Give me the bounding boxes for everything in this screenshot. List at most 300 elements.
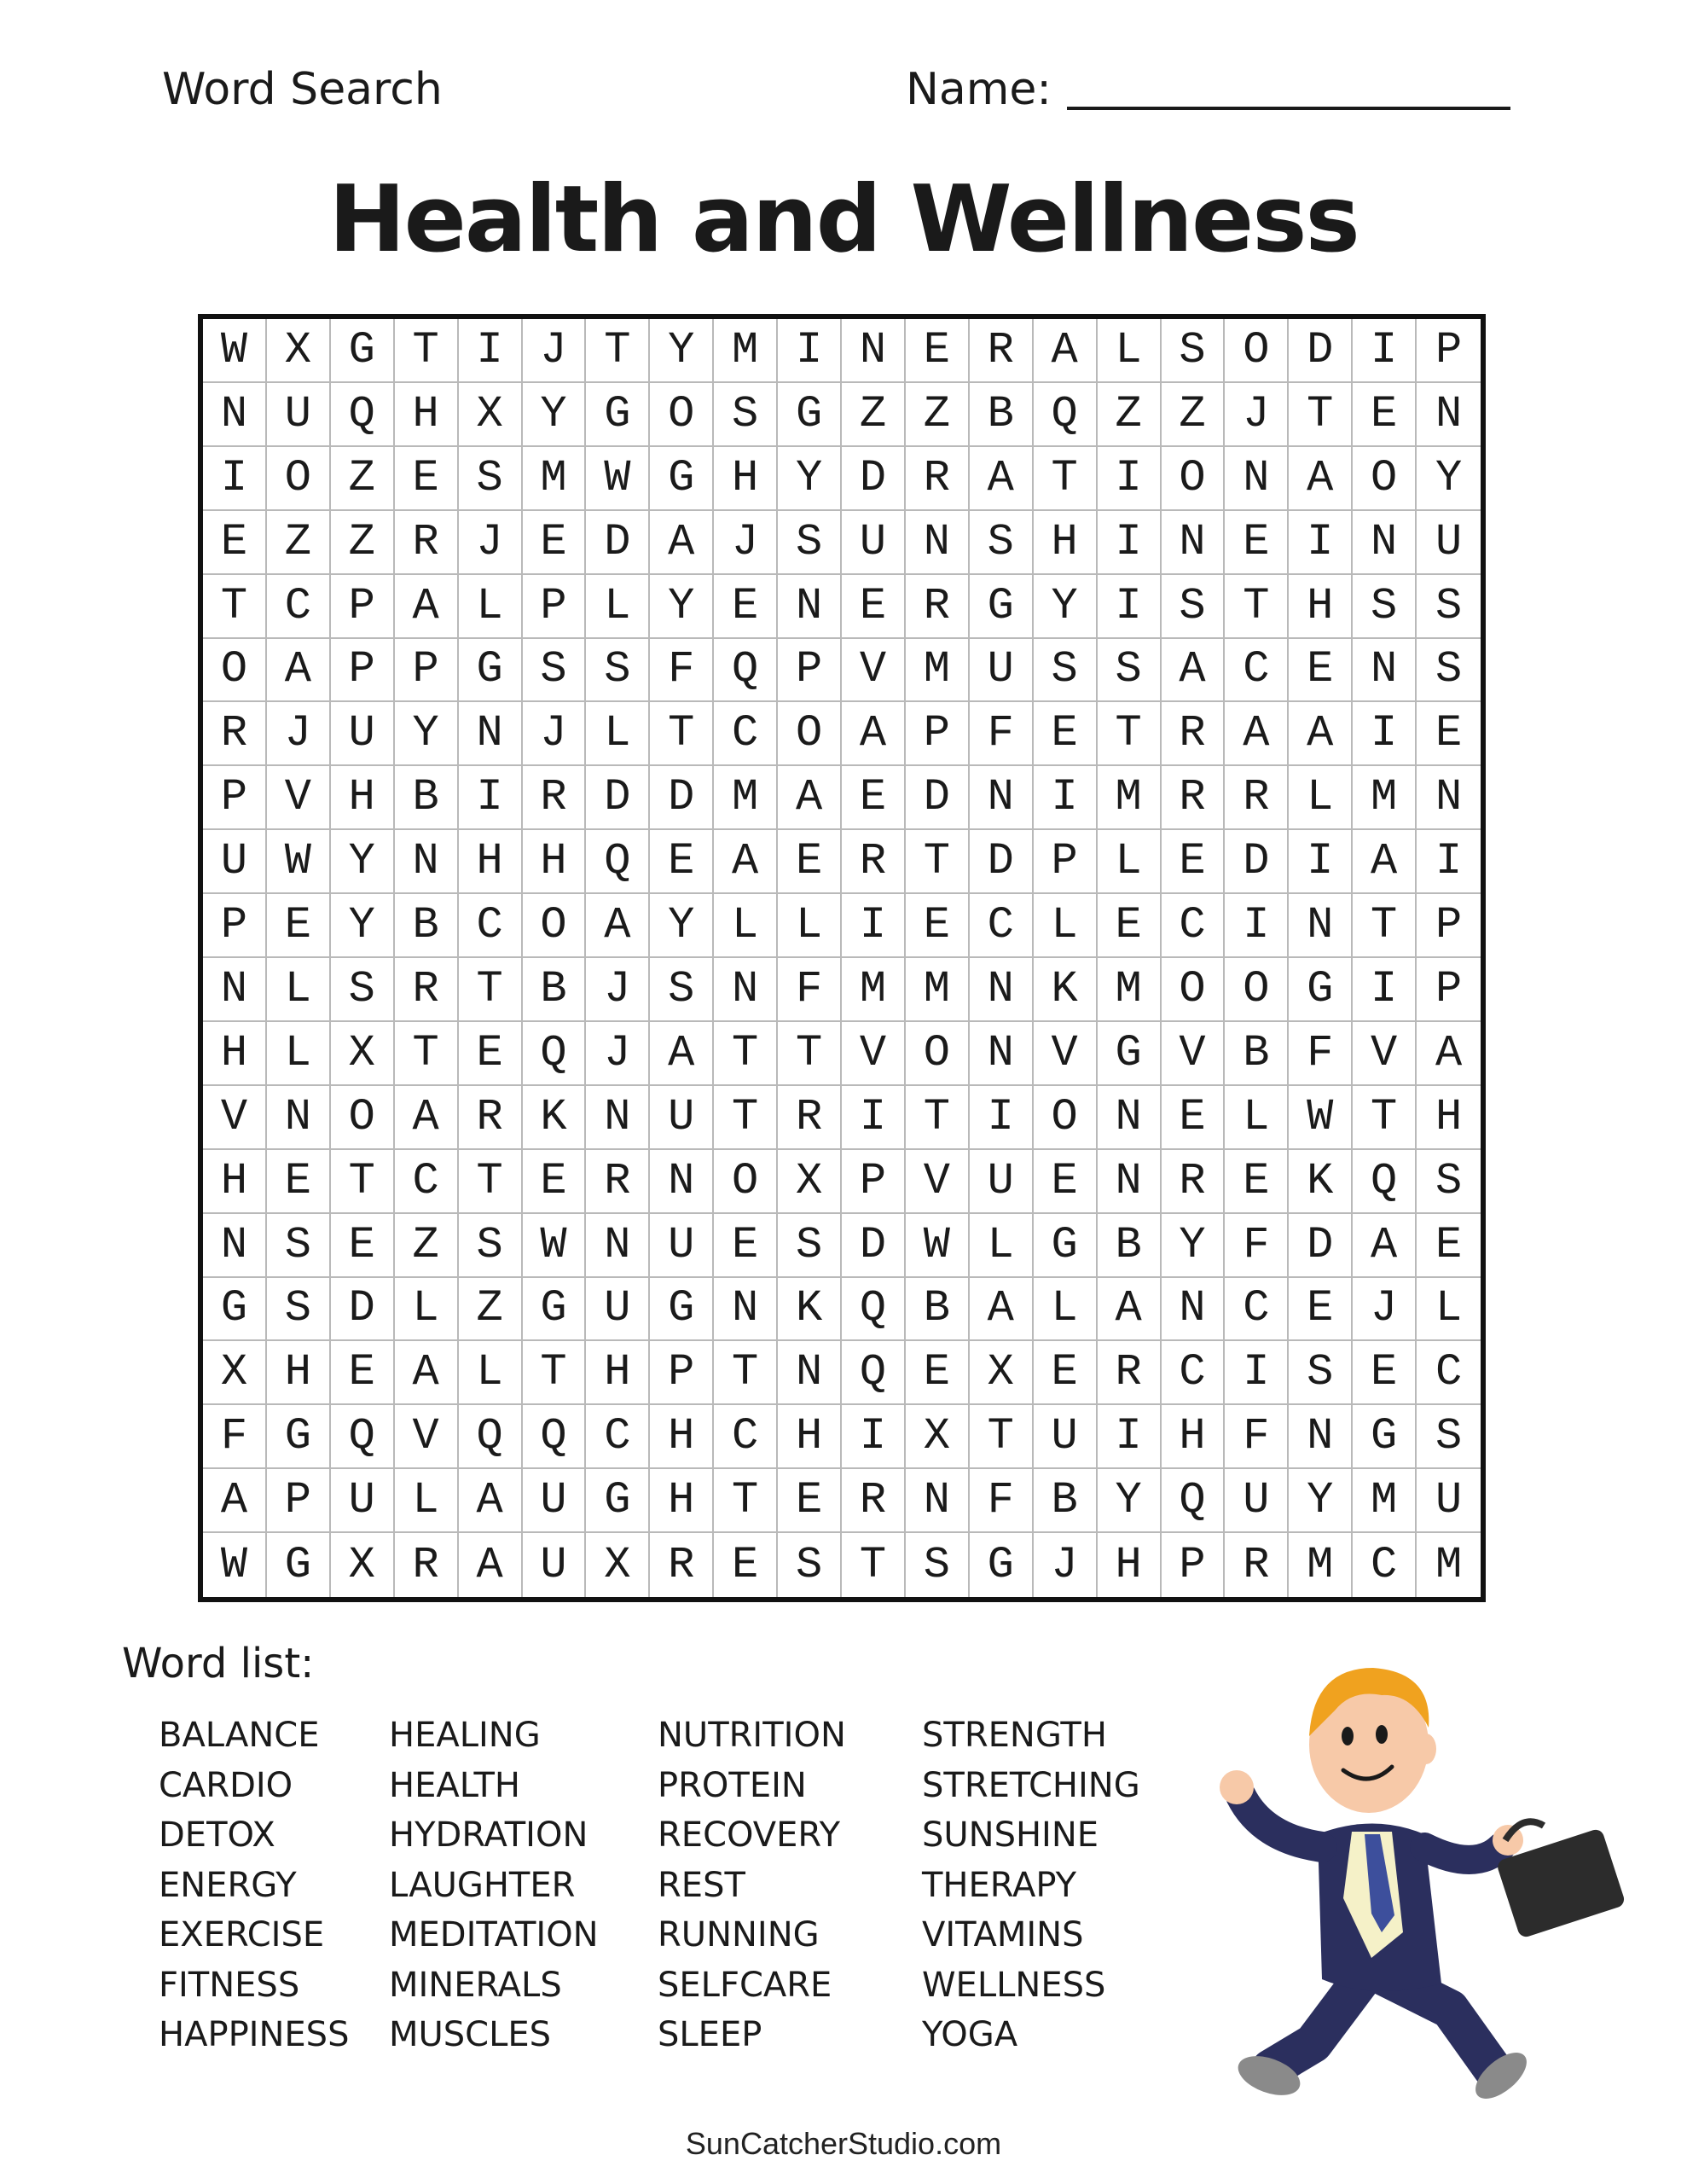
grid-cell[interactable]: W bbox=[1289, 1086, 1353, 1150]
grid-cell[interactable]: I bbox=[970, 1086, 1034, 1150]
grid-cell[interactable]: G bbox=[650, 447, 714, 511]
grid-cell[interactable]: T bbox=[395, 1022, 459, 1086]
grid-cell[interactable]: T bbox=[1353, 894, 1417, 958]
grid-cell[interactable]: E bbox=[267, 894, 331, 958]
grid-cell[interactable]: S bbox=[650, 958, 714, 1022]
grid-cell[interactable]: T bbox=[203, 575, 267, 639]
grid-cell[interactable]: Z bbox=[395, 1214, 459, 1278]
grid-cell[interactable]: N bbox=[203, 958, 267, 1022]
grid-cell[interactable]: E bbox=[1289, 1278, 1353, 1342]
grid-cell[interactable]: P bbox=[1417, 319, 1481, 383]
grid-cell[interactable]: P bbox=[203, 766, 267, 830]
grid-cell[interactable]: Y bbox=[331, 894, 395, 958]
grid-cell[interactable]: C bbox=[714, 1405, 778, 1469]
grid-cell[interactable]: I bbox=[203, 447, 267, 511]
grid-cell[interactable]: G bbox=[970, 1533, 1034, 1597]
grid-cell[interactable]: E bbox=[1417, 702, 1481, 766]
grid-cell[interactable]: H bbox=[586, 1341, 650, 1405]
grid-cell[interactable]: G bbox=[267, 1405, 331, 1469]
grid-cell[interactable]: Y bbox=[1034, 575, 1098, 639]
grid-cell[interactable]: W bbox=[906, 1214, 970, 1278]
grid-cell[interactable]: R bbox=[1225, 1533, 1289, 1597]
grid-cell[interactable]: T bbox=[714, 1341, 778, 1405]
grid-cell[interactable]: U bbox=[650, 1214, 714, 1278]
grid-cell[interactable]: H bbox=[650, 1469, 714, 1533]
grid-cell[interactable]: E bbox=[331, 1341, 395, 1405]
grid-cell[interactable]: A bbox=[650, 1022, 714, 1086]
grid-cell[interactable]: A bbox=[459, 1469, 523, 1533]
grid-cell[interactable]: Q bbox=[459, 1405, 523, 1469]
grid-cell[interactable]: Y bbox=[1162, 1214, 1226, 1278]
grid-cell[interactable]: L bbox=[395, 1278, 459, 1342]
grid-cell[interactable]: Q bbox=[523, 1022, 587, 1086]
grid-cell[interactable]: G bbox=[1098, 1022, 1162, 1086]
grid-cell[interactable]: B bbox=[395, 894, 459, 958]
grid-cell[interactable]: D bbox=[842, 447, 906, 511]
grid-cell[interactable]: L bbox=[1034, 1278, 1098, 1342]
grid-cell[interactable]: E bbox=[1353, 1341, 1417, 1405]
grid-cell[interactable]: M bbox=[1353, 766, 1417, 830]
grid-cell[interactable]: C bbox=[586, 1405, 650, 1469]
grid-cell[interactable]: E bbox=[1162, 830, 1226, 894]
grid-cell[interactable]: J bbox=[267, 702, 331, 766]
grid-cell[interactable]: S bbox=[1417, 1405, 1481, 1469]
grid-cell[interactable]: R bbox=[203, 702, 267, 766]
grid-cell[interactable]: L bbox=[586, 702, 650, 766]
grid-cell[interactable]: A bbox=[267, 639, 331, 703]
grid-cell[interactable]: Z bbox=[842, 383, 906, 447]
grid-cell[interactable]: U bbox=[203, 830, 267, 894]
grid-cell[interactable]: E bbox=[1417, 1214, 1481, 1278]
grid-cell[interactable]: O bbox=[778, 702, 842, 766]
grid-cell[interactable]: U bbox=[650, 1086, 714, 1150]
grid-cell[interactable]: T bbox=[714, 1086, 778, 1150]
grid-cell[interactable]: Q bbox=[842, 1278, 906, 1342]
grid-cell[interactable]: I bbox=[1417, 830, 1481, 894]
grid-cell[interactable]: N bbox=[203, 1214, 267, 1278]
grid-cell[interactable]: R bbox=[1098, 1341, 1162, 1405]
grid-cell[interactable]: Y bbox=[650, 319, 714, 383]
grid-cell[interactable]: S bbox=[714, 383, 778, 447]
grid-cell[interactable]: A bbox=[842, 702, 906, 766]
grid-cell[interactable]: H bbox=[331, 766, 395, 830]
grid-cell[interactable]: S bbox=[778, 1214, 842, 1278]
grid-cell[interactable]: M bbox=[1098, 958, 1162, 1022]
grid-cell[interactable]: G bbox=[970, 575, 1034, 639]
grid-cell[interactable]: N bbox=[586, 1086, 650, 1150]
grid-cell[interactable]: I bbox=[1289, 830, 1353, 894]
grid-cell[interactable]: K bbox=[1289, 1150, 1353, 1214]
grid-cell[interactable]: T bbox=[1225, 575, 1289, 639]
grid-cell[interactable]: P bbox=[778, 639, 842, 703]
grid-cell[interactable]: C bbox=[1225, 639, 1289, 703]
grid-cell[interactable]: L bbox=[459, 575, 523, 639]
grid-cell[interactable]: V bbox=[1162, 1022, 1226, 1086]
grid-cell[interactable]: P bbox=[906, 702, 970, 766]
grid-cell[interactable]: X bbox=[267, 319, 331, 383]
grid-cell[interactable]: Z bbox=[331, 447, 395, 511]
grid-cell[interactable]: U bbox=[267, 383, 331, 447]
grid-cell[interactable]: E bbox=[906, 894, 970, 958]
grid-cell[interactable]: Q bbox=[331, 383, 395, 447]
grid-cell[interactable]: Y bbox=[778, 447, 842, 511]
grid-cell[interactable]: J bbox=[1225, 383, 1289, 447]
grid-cell[interactable]: G bbox=[267, 1533, 331, 1597]
grid-cell[interactable]: S bbox=[267, 1278, 331, 1342]
grid-cell[interactable]: D bbox=[650, 766, 714, 830]
grid-cell[interactable]: H bbox=[1034, 511, 1098, 575]
grid-cell[interactable]: E bbox=[523, 511, 587, 575]
grid-cell[interactable]: E bbox=[650, 830, 714, 894]
grid-cell[interactable]: E bbox=[1353, 383, 1417, 447]
grid-cell[interactable]: L bbox=[1034, 894, 1098, 958]
grid-cell[interactable]: A bbox=[1353, 830, 1417, 894]
grid-cell[interactable]: T bbox=[970, 1405, 1034, 1469]
grid-cell[interactable]: F bbox=[1289, 1022, 1353, 1086]
grid-cell[interactable]: E bbox=[267, 1150, 331, 1214]
grid-cell[interactable]: N bbox=[714, 958, 778, 1022]
grid-cell[interactable]: F bbox=[970, 1469, 1034, 1533]
grid-cell[interactable]: T bbox=[586, 319, 650, 383]
grid-cell[interactable]: J bbox=[523, 702, 587, 766]
grid-cell[interactable]: I bbox=[459, 766, 523, 830]
grid-cell[interactable]: N bbox=[842, 319, 906, 383]
grid-cell[interactable]: G bbox=[1034, 1214, 1098, 1278]
grid-cell[interactable]: Z bbox=[1162, 383, 1226, 447]
grid-cell[interactable]: S bbox=[1034, 639, 1098, 703]
grid-cell[interactable]: O bbox=[267, 447, 331, 511]
grid-cell[interactable]: T bbox=[714, 1022, 778, 1086]
grid-cell[interactable]: T bbox=[459, 1150, 523, 1214]
grid-cell[interactable]: G bbox=[331, 319, 395, 383]
grid-cell[interactable]: T bbox=[1034, 447, 1098, 511]
grid-cell[interactable]: D bbox=[1225, 830, 1289, 894]
grid-cell[interactable]: T bbox=[459, 958, 523, 1022]
grid-cell[interactable]: S bbox=[778, 511, 842, 575]
grid-cell[interactable]: H bbox=[523, 830, 587, 894]
grid-cell[interactable]: W bbox=[523, 1214, 587, 1278]
grid-cell[interactable]: L bbox=[1417, 1278, 1481, 1342]
grid-cell[interactable]: Q bbox=[1162, 1469, 1226, 1533]
grid-cell[interactable]: G bbox=[586, 383, 650, 447]
grid-cell[interactable]: H bbox=[1417, 1086, 1481, 1150]
grid-cell[interactable]: F bbox=[203, 1405, 267, 1469]
grid-cell[interactable]: L bbox=[970, 1214, 1034, 1278]
grid-cell[interactable]: H bbox=[650, 1405, 714, 1469]
grid-cell[interactable]: L bbox=[1289, 766, 1353, 830]
grid-cell[interactable]: P bbox=[842, 1150, 906, 1214]
grid-cell[interactable]: N bbox=[395, 830, 459, 894]
grid-cell[interactable]: O bbox=[523, 894, 587, 958]
grid-cell[interactable]: V bbox=[1034, 1022, 1098, 1086]
grid-cell[interactable]: A bbox=[970, 447, 1034, 511]
grid-cell[interactable]: H bbox=[1289, 575, 1353, 639]
grid-cell[interactable]: W bbox=[586, 447, 650, 511]
grid-cell[interactable]: A bbox=[1034, 319, 1098, 383]
grid-cell[interactable]: I bbox=[778, 319, 842, 383]
grid-cell[interactable]: E bbox=[1034, 702, 1098, 766]
grid-cell[interactable]: V bbox=[906, 1150, 970, 1214]
grid-cell[interactable]: C bbox=[1417, 1341, 1481, 1405]
grid-cell[interactable]: R bbox=[586, 1150, 650, 1214]
grid-cell[interactable]: R bbox=[395, 511, 459, 575]
grid-cell[interactable]: T bbox=[523, 1341, 587, 1405]
grid-cell[interactable]: O bbox=[1353, 447, 1417, 511]
grid-cell[interactable]: P bbox=[331, 639, 395, 703]
grid-cell[interactable]: M bbox=[906, 639, 970, 703]
grid-cell[interactable]: M bbox=[1098, 766, 1162, 830]
grid-cell[interactable]: T bbox=[778, 1022, 842, 1086]
grid-cell[interactable]: B bbox=[395, 766, 459, 830]
word-search-grid[interactable] bbox=[198, 314, 1486, 1602]
grid-cell[interactable]: S bbox=[459, 447, 523, 511]
grid-cell[interactable]: E bbox=[1034, 1341, 1098, 1405]
grid-cell[interactable]: A bbox=[395, 1341, 459, 1405]
grid-cell[interactable]: E bbox=[459, 1022, 523, 1086]
grid-cell[interactable]: A bbox=[650, 511, 714, 575]
grid-cell[interactable]: H bbox=[203, 1022, 267, 1086]
grid-cell[interactable]: X bbox=[459, 383, 523, 447]
grid-cell[interactable]: C bbox=[1353, 1533, 1417, 1597]
grid-cell[interactable]: S bbox=[1289, 1341, 1353, 1405]
grid-cell[interactable]: E bbox=[778, 1469, 842, 1533]
grid-cell[interactable]: E bbox=[1162, 1086, 1226, 1150]
grid-cell[interactable]: C bbox=[1162, 1341, 1226, 1405]
grid-cell[interactable]: X bbox=[331, 1533, 395, 1597]
grid-cell[interactable]: N bbox=[1098, 1086, 1162, 1150]
grid-cell[interactable]: E bbox=[1098, 894, 1162, 958]
grid-cell[interactable]: N bbox=[970, 1022, 1034, 1086]
grid-cell[interactable]: J bbox=[459, 511, 523, 575]
grid-cell[interactable]: U bbox=[1417, 511, 1481, 575]
grid-cell[interactable]: W bbox=[203, 319, 267, 383]
grid-cell[interactable]: E bbox=[842, 575, 906, 639]
grid-cell[interactable]: I bbox=[1289, 511, 1353, 575]
grid-cell[interactable]: S bbox=[906, 1533, 970, 1597]
grid-cell[interactable]: S bbox=[586, 639, 650, 703]
grid-cell[interactable]: C bbox=[970, 894, 1034, 958]
grid-cell[interactable]: I bbox=[1034, 766, 1098, 830]
grid-cell[interactable]: N bbox=[714, 1278, 778, 1342]
grid-cell[interactable]: Q bbox=[1353, 1150, 1417, 1214]
grid-cell[interactable]: H bbox=[1162, 1405, 1226, 1469]
grid-cell[interactable]: L bbox=[714, 894, 778, 958]
grid-cell[interactable]: R bbox=[1225, 766, 1289, 830]
grid-cell[interactable]: S bbox=[267, 1214, 331, 1278]
grid-cell[interactable]: R bbox=[395, 958, 459, 1022]
grid-cell[interactable]: K bbox=[1034, 958, 1098, 1022]
grid-cell[interactable]: Y bbox=[395, 702, 459, 766]
grid-cell[interactable]: C bbox=[267, 575, 331, 639]
grid-cell[interactable]: H bbox=[1098, 1533, 1162, 1597]
grid-cell[interactable]: I bbox=[1353, 319, 1417, 383]
grid-cell[interactable]: B bbox=[1225, 1022, 1289, 1086]
grid-cell[interactable]: M bbox=[842, 958, 906, 1022]
grid-cell[interactable]: U bbox=[331, 1469, 395, 1533]
grid-cell[interactable]: K bbox=[778, 1278, 842, 1342]
grid-cell[interactable]: H bbox=[267, 1341, 331, 1405]
grid-cell[interactable]: J bbox=[714, 511, 778, 575]
grid-cell[interactable]: H bbox=[714, 447, 778, 511]
grid-cell[interactable]: N bbox=[203, 383, 267, 447]
grid-cell[interactable]: U bbox=[1225, 1469, 1289, 1533]
grid-cell[interactable]: P bbox=[1417, 958, 1481, 1022]
grid-cell[interactable]: R bbox=[842, 1469, 906, 1533]
grid-cell[interactable]: E bbox=[714, 1533, 778, 1597]
grid-cell[interactable]: O bbox=[1162, 958, 1226, 1022]
grid-cell[interactable]: A bbox=[1098, 1278, 1162, 1342]
grid-cell[interactable]: N bbox=[1353, 511, 1417, 575]
grid-cell[interactable]: U bbox=[331, 702, 395, 766]
grid-cell[interactable]: D bbox=[586, 511, 650, 575]
grid-cell[interactable]: N bbox=[1417, 383, 1481, 447]
grid-cell[interactable]: T bbox=[1353, 1086, 1417, 1150]
grid-cell[interactable]: N bbox=[1162, 1278, 1226, 1342]
grid-cell[interactable]: S bbox=[1098, 639, 1162, 703]
grid-cell[interactable]: S bbox=[1417, 575, 1481, 639]
grid-cell[interactable]: V bbox=[1353, 1022, 1417, 1086]
grid-cell[interactable]: O bbox=[906, 1022, 970, 1086]
grid-cell[interactable]: O bbox=[1162, 447, 1226, 511]
grid-cell[interactable]: C bbox=[1225, 1278, 1289, 1342]
grid-cell[interactable]: D bbox=[1289, 1214, 1353, 1278]
grid-cell[interactable]: U bbox=[1417, 1469, 1481, 1533]
grid-cell[interactable]: E bbox=[714, 575, 778, 639]
grid-cell[interactable]: L bbox=[778, 894, 842, 958]
grid-cell[interactable]: T bbox=[1289, 383, 1353, 447]
grid-cell[interactable]: D bbox=[842, 1214, 906, 1278]
grid-cell[interactable]: T bbox=[714, 1469, 778, 1533]
grid-cell[interactable]: D bbox=[906, 766, 970, 830]
grid-cell[interactable]: S bbox=[970, 511, 1034, 575]
grid-cell[interactable]: M bbox=[906, 958, 970, 1022]
grid-cell[interactable]: X bbox=[970, 1341, 1034, 1405]
grid-cell[interactable]: N bbox=[1353, 639, 1417, 703]
grid-cell[interactable]: E bbox=[1225, 511, 1289, 575]
grid-cell[interactable]: L bbox=[395, 1469, 459, 1533]
grid-cell[interactable]: V bbox=[842, 639, 906, 703]
grid-cell[interactable]: U bbox=[523, 1469, 587, 1533]
grid-cell[interactable]: V bbox=[842, 1022, 906, 1086]
grid-cell[interactable]: G bbox=[650, 1278, 714, 1342]
grid-cell[interactable]: N bbox=[459, 702, 523, 766]
grid-cell[interactable]: E bbox=[1225, 1150, 1289, 1214]
grid-cell[interactable]: V bbox=[395, 1405, 459, 1469]
grid-cell[interactable]: Z bbox=[459, 1278, 523, 1342]
grid-cell[interactable]: U bbox=[842, 511, 906, 575]
grid-cell[interactable]: E bbox=[1034, 1150, 1098, 1214]
grid-cell[interactable]: U bbox=[1034, 1405, 1098, 1469]
grid-cell[interactable]: X bbox=[203, 1341, 267, 1405]
grid-cell[interactable]: Z bbox=[331, 511, 395, 575]
grid-cell[interactable]: U bbox=[970, 639, 1034, 703]
grid-cell[interactable]: Y bbox=[331, 830, 395, 894]
grid-cell[interactable]: A bbox=[1225, 702, 1289, 766]
grid-cell[interactable]: N bbox=[1098, 1150, 1162, 1214]
grid-cell[interactable]: A bbox=[970, 1278, 1034, 1342]
grid-cell[interactable]: P bbox=[1034, 830, 1098, 894]
grid-cell[interactable]: I bbox=[1353, 702, 1417, 766]
grid-cell[interactable]: H bbox=[395, 383, 459, 447]
grid-cell[interactable]: W bbox=[267, 830, 331, 894]
grid-cell[interactable]: L bbox=[1225, 1086, 1289, 1150]
grid-cell[interactable]: F bbox=[650, 639, 714, 703]
grid-cell[interactable]: O bbox=[1225, 319, 1289, 383]
grid-cell[interactable]: D bbox=[331, 1278, 395, 1342]
grid-cell[interactable]: G bbox=[523, 1278, 587, 1342]
grid-cell[interactable]: N bbox=[906, 511, 970, 575]
grid-cell[interactable]: R bbox=[906, 575, 970, 639]
grid-cell[interactable]: S bbox=[1162, 575, 1226, 639]
grid-cell[interactable]: Y bbox=[650, 894, 714, 958]
grid-cell[interactable]: N bbox=[586, 1214, 650, 1278]
grid-cell[interactable]: R bbox=[778, 1086, 842, 1150]
grid-cell[interactable]: B bbox=[1098, 1214, 1162, 1278]
grid-cell[interactable]: G bbox=[586, 1469, 650, 1533]
grid-cell[interactable]: A bbox=[1289, 702, 1353, 766]
grid-cell[interactable]: E bbox=[1289, 639, 1353, 703]
grid-cell[interactable]: P bbox=[650, 1341, 714, 1405]
grid-cell[interactable]: F bbox=[970, 702, 1034, 766]
grid-cell[interactable]: A bbox=[778, 766, 842, 830]
grid-cell[interactable]: E bbox=[395, 447, 459, 511]
grid-cell[interactable]: O bbox=[1034, 1086, 1098, 1150]
grid-cell[interactable]: N bbox=[1225, 447, 1289, 511]
grid-cell[interactable]: F bbox=[778, 958, 842, 1022]
grid-cell[interactable]: R bbox=[1162, 702, 1226, 766]
grid-cell[interactable]: E bbox=[523, 1150, 587, 1214]
grid-cell[interactable]: X bbox=[906, 1405, 970, 1469]
grid-cell[interactable]: T bbox=[906, 1086, 970, 1150]
grid-cell[interactable]: C bbox=[459, 894, 523, 958]
grid-cell[interactable]: V bbox=[267, 766, 331, 830]
grid-cell[interactable]: W bbox=[203, 1533, 267, 1597]
grid-cell[interactable]: S bbox=[331, 958, 395, 1022]
grid-cell[interactable]: A bbox=[586, 894, 650, 958]
grid-cell[interactable]: Z bbox=[267, 511, 331, 575]
grid-cell[interactable]: B bbox=[1034, 1469, 1098, 1533]
grid-cell[interactable]: P bbox=[267, 1469, 331, 1533]
grid-cell[interactable]: E bbox=[842, 766, 906, 830]
grid-cell[interactable]: P bbox=[203, 894, 267, 958]
grid-cell[interactable]: M bbox=[714, 766, 778, 830]
grid-cell[interactable]: L bbox=[267, 1022, 331, 1086]
grid-cell[interactable]: N bbox=[650, 1150, 714, 1214]
grid-cell[interactable]: M bbox=[714, 319, 778, 383]
grid-cell[interactable]: Y bbox=[523, 383, 587, 447]
grid-cell[interactable]: I bbox=[1098, 575, 1162, 639]
grid-cell[interactable]: G bbox=[459, 639, 523, 703]
grid-cell[interactable]: L bbox=[1098, 319, 1162, 383]
grid-cell[interactable]: A bbox=[1289, 447, 1353, 511]
grid-cell[interactable]: G bbox=[1289, 958, 1353, 1022]
grid-cell[interactable]: R bbox=[1162, 766, 1226, 830]
grid-cell[interactable]: A bbox=[1417, 1022, 1481, 1086]
grid-cell[interactable]: L bbox=[267, 958, 331, 1022]
grid-cell[interactable]: L bbox=[586, 575, 650, 639]
grid-cell[interactable]: S bbox=[778, 1533, 842, 1597]
grid-cell[interactable]: H bbox=[778, 1405, 842, 1469]
grid-cell[interactable]: N bbox=[778, 575, 842, 639]
grid-cell[interactable]: I bbox=[1098, 511, 1162, 575]
grid-cell[interactable]: U bbox=[586, 1278, 650, 1342]
grid-cell[interactable]: O bbox=[714, 1150, 778, 1214]
grid-cell[interactable]: N bbox=[1417, 766, 1481, 830]
grid-cell[interactable]: M bbox=[1353, 1469, 1417, 1533]
grid-cell[interactable]: P bbox=[1417, 894, 1481, 958]
grid-cell[interactable]: T bbox=[906, 830, 970, 894]
grid-cell[interactable]: D bbox=[1289, 319, 1353, 383]
